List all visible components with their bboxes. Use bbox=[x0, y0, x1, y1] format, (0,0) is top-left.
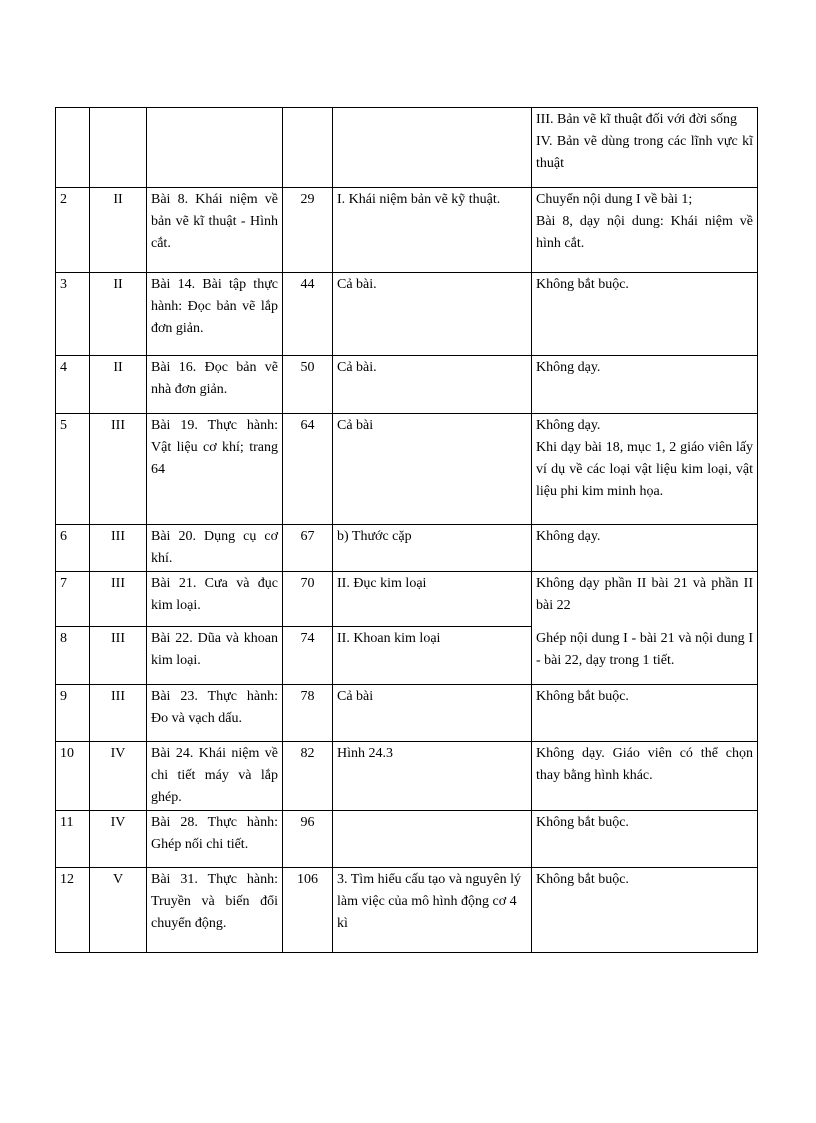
table-row bbox=[56, 627, 758, 685]
row-number: 11 bbox=[56, 811, 90, 868]
chapter-number: III bbox=[90, 572, 147, 627]
content-cell: I. Khái niệm bản vẽ kỹ thuật. bbox=[333, 188, 532, 273]
note-line: Không dạy. bbox=[536, 360, 601, 375]
note-cell bbox=[532, 188, 758, 273]
note-line: Không dạy. Giáo viên có thể chọn thay bằng hình khác. bbox=[536, 746, 753, 783]
content-cell: Cả bài. bbox=[333, 356, 532, 414]
note-cell bbox=[532, 627, 758, 685]
lesson-title: Bài 8. Khái niệm về bản vẽ kĩ thuật - Hình cắt. bbox=[147, 188, 283, 273]
table-row bbox=[56, 572, 758, 627]
note-line: Chuyển nội dung I về bài 1; bbox=[536, 192, 693, 207]
chapter-number: III bbox=[90, 525, 147, 572]
note-cell bbox=[532, 273, 758, 356]
row-number: 9 bbox=[56, 685, 90, 742]
page-number: 64 bbox=[283, 414, 333, 525]
page-number: 67 bbox=[283, 525, 333, 572]
note-line: Bài 8, dạy nội dung: Khái niệm về hình cắt. bbox=[536, 214, 753, 251]
note-line: Khi dạy bài 18, mục 1, 2 giáo viên lấy ví dụ về các loại vật liệu kim loại, vật liệu phi kim minh họa. bbox=[536, 440, 753, 499]
table-row bbox=[56, 414, 758, 525]
chapter-number: V bbox=[90, 868, 147, 953]
note-cell bbox=[532, 525, 758, 572]
table-row bbox=[56, 742, 758, 811]
chapter-number: II bbox=[90, 356, 147, 414]
content-cell: II. Khoan kim loại bbox=[333, 627, 532, 685]
note-cell bbox=[532, 811, 758, 868]
lesson-title bbox=[147, 108, 283, 188]
content-cell: Cả bài. bbox=[333, 273, 532, 356]
row-number: 10 bbox=[56, 742, 90, 811]
lesson-title: Bài 20. Dụng cụ cơ khí. bbox=[147, 525, 283, 572]
note-line: Không bắt buộc. bbox=[536, 815, 629, 830]
page-number: 78 bbox=[283, 685, 333, 742]
content-cell bbox=[333, 811, 532, 868]
page-number bbox=[283, 108, 333, 188]
row-number bbox=[56, 108, 90, 188]
note-line: Không dạy. bbox=[536, 418, 601, 433]
note-cell bbox=[532, 572, 758, 627]
chapter-number: II bbox=[90, 188, 147, 273]
chapter-number: III bbox=[90, 414, 147, 525]
page-number: 50 bbox=[283, 356, 333, 414]
note-line: Không bắt buộc. bbox=[536, 689, 629, 704]
content-cell: Cả bài bbox=[333, 414, 532, 525]
content-cell bbox=[333, 108, 532, 188]
lesson-title: Bài 22. Dũa và khoan kim loại. bbox=[147, 627, 283, 685]
lesson-title: Bài 24. Khái niệm về chi tiết máy và lắp ghép. bbox=[147, 742, 283, 811]
chapter-number: IV bbox=[90, 742, 147, 811]
lesson-title: Bài 31. Thực hành: Truyền và biến đổi chuyển động. bbox=[147, 868, 283, 953]
page-number: 44 bbox=[283, 273, 333, 356]
lesson-title: Bài 28. Thực hành: Ghép nối chi tiết. bbox=[147, 811, 283, 868]
content-cell: 3. Tìm hiểu cấu tạo và nguyên lý làm việc của mô hình động cơ 4 kì bbox=[333, 868, 532, 953]
chapter-number: IV bbox=[90, 811, 147, 868]
note-line: Không bắt buộc. bbox=[536, 872, 629, 887]
row-number: 12 bbox=[56, 868, 90, 953]
page-number: 106 bbox=[283, 868, 333, 953]
page-number: 96 bbox=[283, 811, 333, 868]
row-number: 5 bbox=[56, 414, 90, 525]
note-cell bbox=[532, 108, 758, 188]
note-line: III. Bản vẽ kĩ thuật đối với đời sống bbox=[536, 112, 738, 127]
chapter-number bbox=[90, 108, 147, 188]
chapter-number: III bbox=[90, 685, 147, 742]
content-cell: b) Thước cặp bbox=[333, 525, 532, 572]
row-number: 2 bbox=[56, 188, 90, 273]
note-line: Không dạy. bbox=[536, 529, 601, 544]
table-row bbox=[56, 811, 758, 868]
lesson-title: Bài 21. Cưa và đục kim loại. bbox=[147, 572, 283, 627]
note-line: Không bắt buộc. bbox=[536, 277, 629, 292]
content-cell: II. Đục kim loại bbox=[333, 572, 532, 627]
note-cell bbox=[532, 868, 758, 953]
chapter-number: II bbox=[90, 273, 147, 356]
row-number: 6 bbox=[56, 525, 90, 572]
table-row bbox=[56, 685, 758, 742]
note-cell bbox=[532, 685, 758, 742]
content-cell: Hình 24.3 bbox=[333, 742, 532, 811]
row-number: 8 bbox=[56, 627, 90, 685]
table-row bbox=[56, 273, 758, 356]
table-row bbox=[56, 868, 758, 953]
row-number: 4 bbox=[56, 356, 90, 414]
note-line: Không dạy phần II bài 21 và phần II bài 22 bbox=[536, 576, 753, 613]
lesson-title: Bài 16. Đọc bản vẽ nhà đơn giản. bbox=[147, 356, 283, 414]
table-row bbox=[56, 108, 758, 188]
table-row bbox=[56, 188, 758, 273]
chapter-number: III bbox=[90, 627, 147, 685]
page-number: 29 bbox=[283, 188, 333, 273]
lesson-title: Bài 19. Thực hành: Vật liệu cơ khí; trang 64 bbox=[147, 414, 283, 525]
note-line: IV. Bản vẽ dùng trong các lĩnh vực kĩ thuật bbox=[536, 134, 753, 171]
row-number: 7 bbox=[56, 572, 90, 627]
table-row bbox=[56, 356, 758, 414]
lesson-title: Bài 14. Bài tập thực hành: Đọc bản vẽ lắp đơn giản. bbox=[147, 273, 283, 356]
note-cell bbox=[532, 742, 758, 811]
row-number: 3 bbox=[56, 273, 90, 356]
note-cell bbox=[532, 414, 758, 525]
page-number: 82 bbox=[283, 742, 333, 811]
page-number: 70 bbox=[283, 572, 333, 627]
table-row bbox=[56, 525, 758, 572]
note-line: Ghép nội dung I - bài 21 và nội dung I - bài 22, dạy trong 1 tiết. bbox=[536, 630, 753, 668]
content-cell: Cả bài bbox=[333, 685, 532, 742]
curriculum-adjustment-table bbox=[55, 107, 758, 953]
page-number: 74 bbox=[283, 627, 333, 685]
lesson-title: Bài 23. Thực hành: Đo và vạch dấu. bbox=[147, 685, 283, 742]
note-cell bbox=[532, 356, 758, 414]
